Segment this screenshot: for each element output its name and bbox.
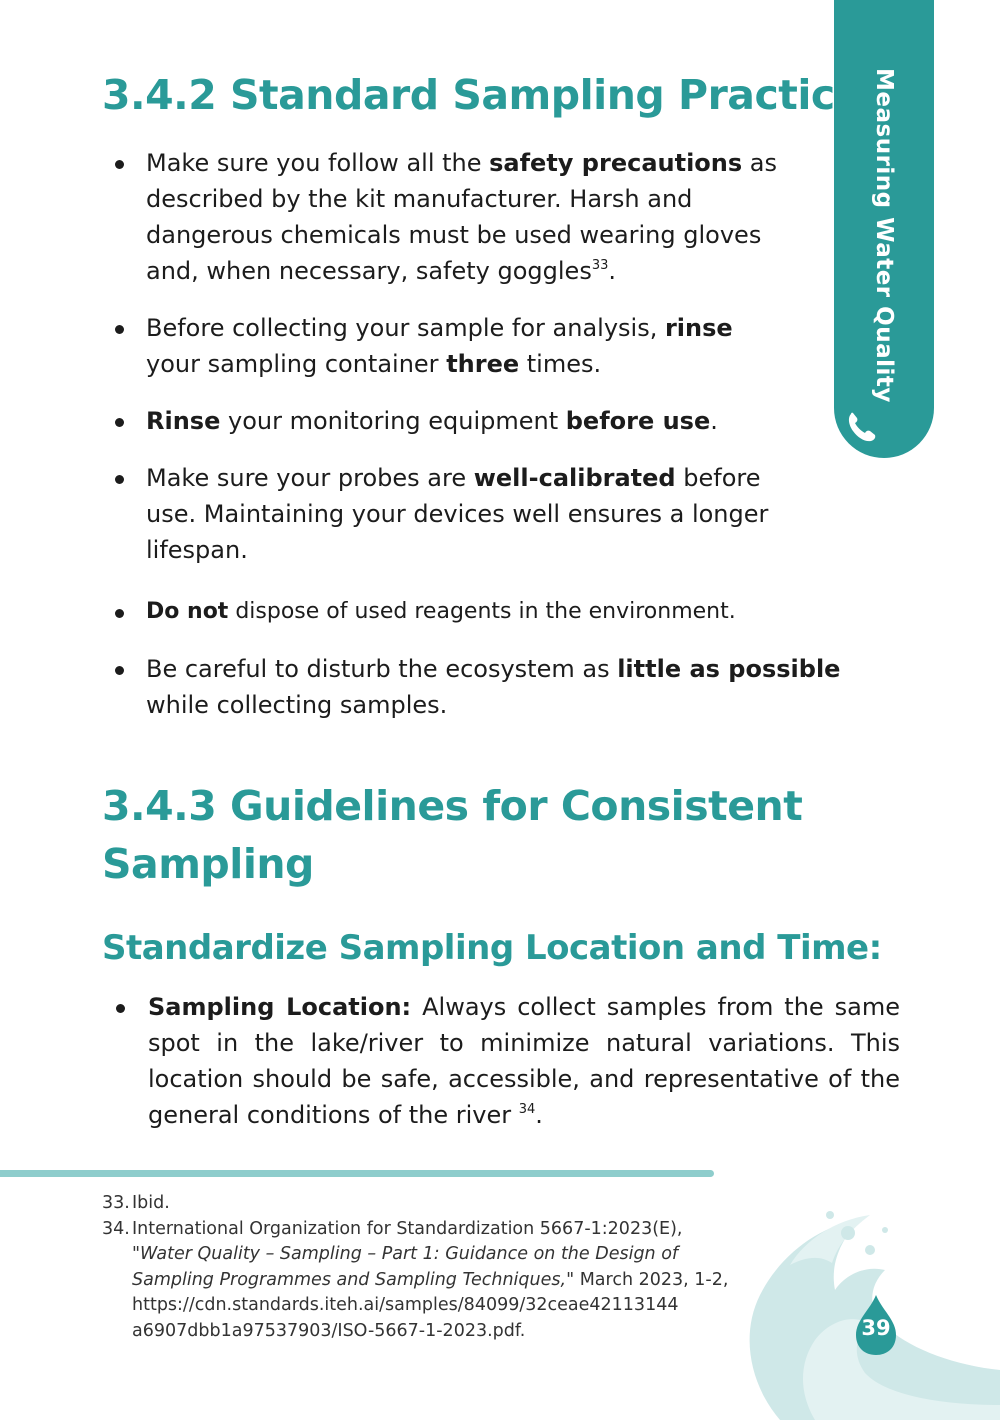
list-item	[100, 989, 900, 1133]
list-item	[100, 310, 786, 382]
bullet-text: times.	[519, 350, 602, 378]
phone-handset-icon	[845, 410, 879, 444]
bullet-bold: little as possible	[617, 655, 841, 683]
footnote-text	[132, 1217, 742, 1345]
footnote-title-italic: "Water Quality – Sampling – Part 1: Guidance on the Design of Sampling Programmes and Sampling Techniques,"	[132, 1244, 679, 1290]
section-342-title: 3.4.2 Standard Sampling Practice	[102, 71, 863, 119]
bullet-text: as described by the kit manufacturer. Harsh and dangerous chemicals must be used wearing gloves and, when necessary, safety goggles	[146, 149, 777, 285]
bullet-text: Make sure you follow all the	[146, 149, 490, 177]
bullet-text: dispose of used reagents in the environment.	[228, 599, 736, 624]
section-343-bullet-list	[100, 989, 900, 1133]
footnote-33	[102, 1191, 742, 1217]
footnote-ref[interactable]: 33	[591, 258, 609, 273]
footnote-number: 33.	[102, 1193, 130, 1213]
bullet-bold: Rinse	[146, 407, 221, 435]
bullet-text: Make sure your probes are	[146, 464, 474, 492]
bullet-text: your sampling container	[146, 350, 447, 378]
bullet-text: Always collect samples from the same spot in the lake/river to minimize natural variations. This location should be safe, accessible, and representative of the general conditions of the river	[148, 993, 900, 1129]
wave-decoration-icon	[720, 1195, 1000, 1420]
bullet-bold: before use	[565, 407, 711, 435]
section-343-title-line1: 3.4.3 Guidelines for Consistent	[102, 782, 803, 830]
footnotes	[102, 1191, 742, 1344]
list-item	[100, 145, 786, 289]
section-343-subheading: Standardize Sampling Location and Time:	[102, 928, 882, 968]
bullet-label: Sampling Location:	[148, 993, 412, 1021]
footnote-text-part: International Organization for Standardization 5667-1:2023(E),	[132, 1218, 683, 1239]
bullet-bold: three	[446, 350, 520, 378]
footnote-divider	[0, 1170, 714, 1177]
side-tab-label: Measuring Water Quality	[871, 68, 897, 403]
bullet-text: your monitoring equipment	[220, 407, 566, 435]
bullet-bold: rinse	[664, 314, 733, 342]
bullet-bold: safety precautions	[489, 149, 743, 177]
bullet-text: .	[535, 1101, 543, 1129]
list-item	[100, 460, 786, 568]
section-342-bullet-list	[100, 145, 840, 744]
section-343-title-line2: Sampling	[102, 840, 314, 888]
list-item	[100, 651, 846, 723]
list-item	[100, 403, 840, 439]
footnote-number: 34.	[102, 1218, 130, 1239]
footnote-link-text[interactable]: March 2023, 1-2, https://cdn.standards.iteh.ai/samples/84099/32ceae42113144 a6907dbb1a97537903/ISO-5667-1-2023.pdf.	[132, 1269, 729, 1341]
bullet-text: Be careful to disturb the ecosystem as	[146, 655, 618, 683]
bullet-bold: well-calibrated	[473, 464, 676, 492]
bullet-text: .	[608, 257, 617, 285]
bullet-text: Before collecting your sample for analysis,	[146, 314, 665, 342]
bullet-text: .	[710, 407, 718, 435]
page-number: 39	[861, 1316, 891, 1340]
bullet-bold: Do not	[146, 599, 229, 624]
bullet-text: while collecting samples.	[146, 691, 448, 719]
footnote-34	[102, 1217, 742, 1345]
bullet-text: before use. Maintaining your devices well ensures a longer lifespan.	[146, 464, 769, 564]
list-item	[100, 594, 840, 630]
footnote-ref[interactable]: 34	[518, 1102, 536, 1117]
footnote-text: Ibid.	[132, 1193, 170, 1213]
